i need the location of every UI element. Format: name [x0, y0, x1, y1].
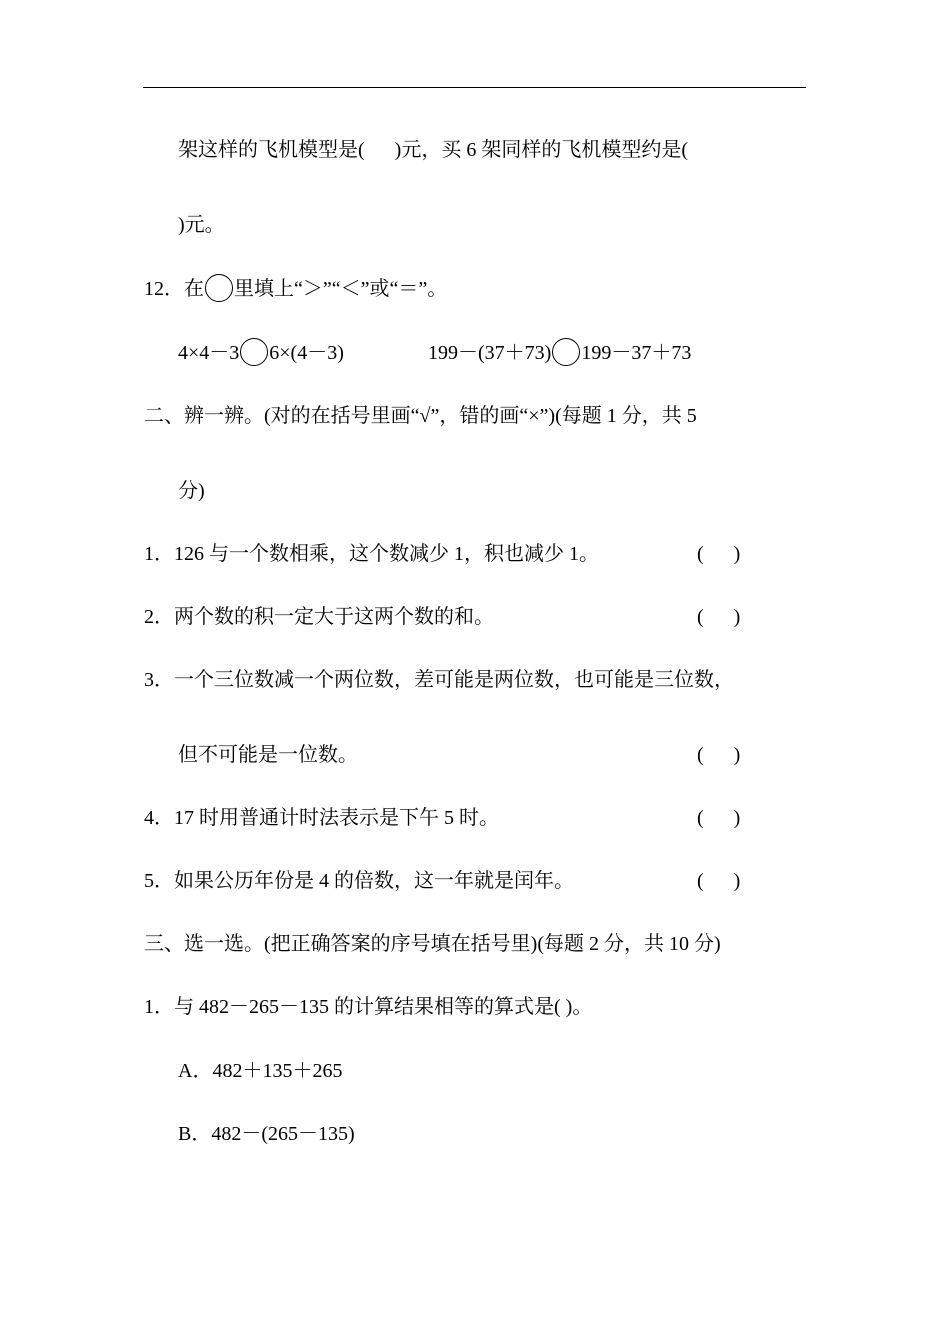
answer-paren-3[interactable]: ( ) [697, 744, 741, 766]
judge-item-3 [144, 668, 734, 692]
judge-item-4 [144, 806, 499, 830]
q11-line1 [178, 138, 688, 162]
compare-circle-1[interactable] [240, 338, 268, 366]
item-number: 1． [144, 543, 174, 565]
option-b[interactable]: B．482－(265－135) [178, 1123, 355, 1145]
choice-question-1 [144, 995, 592, 1019]
q12-expression-1 [178, 338, 344, 366]
header-rule [143, 87, 806, 88]
item-text: 与 482－265－135 的计算结果相等的算式是( )。 [174, 996, 593, 1018]
section2-heading-cont: 分) [178, 480, 205, 502]
answer-paren-2[interactable]: ( ) [697, 606, 741, 628]
q12-expr2-left: 199－(37＋73) [428, 342, 552, 364]
q11-answer-blank-2: )元。 [178, 214, 225, 236]
judge-item-2 [144, 605, 494, 629]
item-number: 3． [144, 669, 174, 691]
compare-circle-2[interactable] [552, 338, 580, 366]
judge-item-1 [144, 542, 599, 566]
q11-text-a: 架这样的飞机模型是( [178, 139, 365, 161]
item-text: 如果公历年份是 4 的倍数，这一年就是闰年。 [174, 870, 574, 892]
q11-line2 [178, 213, 225, 237]
section2-heading: 二、辨一辨。(对的在括号里画“√”，错的画“×”)(每题 1 分，共 5 [144, 405, 697, 427]
item-text: 一个三位数减一个两位数，差可能是两位数，也可能是三位数， [174, 669, 734, 691]
q12-number: 12． [144, 278, 184, 300]
q12-expr2-right: 199－37＋73 [581, 342, 692, 364]
judge-item-3-cont: 但不可能是一位数。 [178, 744, 358, 766]
q11-text-b: )元，买 6 架同样的飞机模型约是( [394, 139, 688, 161]
answer-paren-1[interactable]: ( ) [697, 543, 741, 565]
q12-expr1-left: 4×4－3 [178, 342, 240, 364]
item-number: 1． [144, 996, 174, 1018]
item-number: 2． [144, 606, 174, 628]
q12-text-b: 里填上“＞”“＜”或“＝”。 [234, 278, 448, 300]
item-text: 126 与一个数相乘，这个数减少 1，积也减少 1。 [174, 543, 599, 565]
item-number: 5． [144, 870, 174, 892]
answer-paren-5[interactable]: ( ) [697, 870, 741, 892]
item-text: 17 时用普通计时法表示是下午 5 时。 [174, 807, 499, 829]
judge-item-5 [144, 869, 574, 893]
q12-expr1-right: 6×(4－3) [269, 342, 344, 364]
circle-icon [205, 274, 233, 302]
item-number: 4． [144, 807, 174, 829]
section3-heading: 三、选一选。(把正确答案的序号填在括号里)(每题 2 分，共 10 分) [144, 933, 721, 955]
item-text: 两个数的积一定大于这两个数的和。 [174, 606, 494, 628]
q12-prompt [144, 274, 447, 302]
q12-expression-2 [428, 338, 691, 366]
q12-text-a: 在 [184, 278, 204, 300]
answer-paren-4[interactable]: ( ) [697, 807, 741, 829]
option-a[interactable]: A．482＋135＋265 [178, 1060, 343, 1082]
q11-answer-blank-1[interactable] [365, 139, 395, 161]
